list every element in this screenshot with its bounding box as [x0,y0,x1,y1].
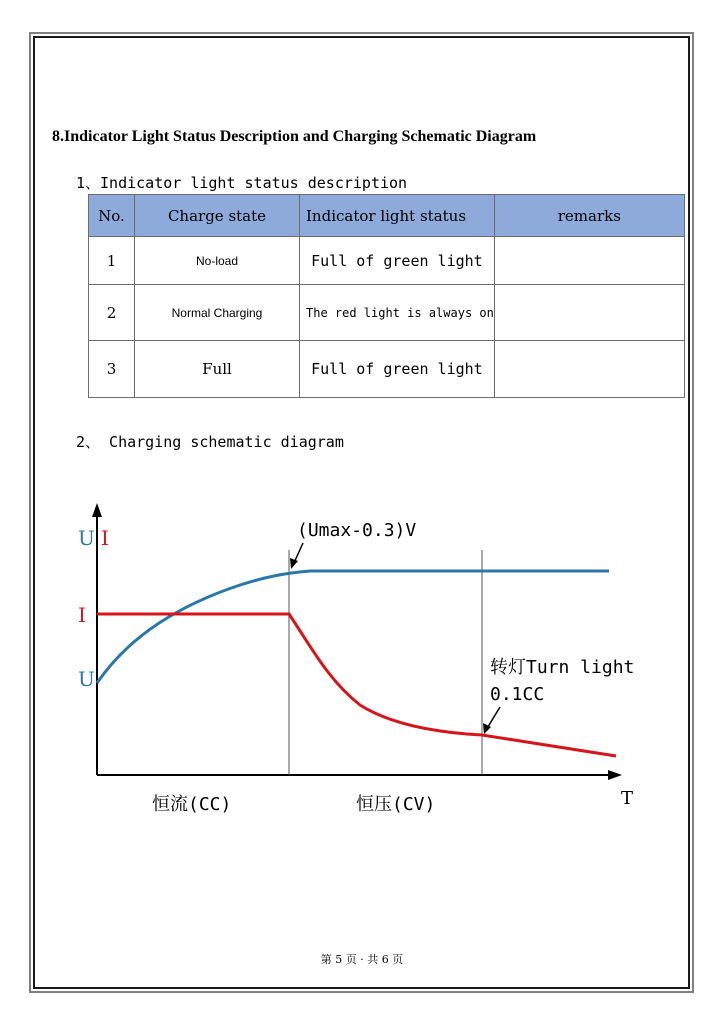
charging-schematic-diagram [60,495,660,825]
phase-cv-label: 恒压(CV) [356,794,436,815]
cell-charge-state: No-load [135,237,300,285]
section-title: 8.Indicator Light Status Description and Charging Schematic Diagram [52,128,537,145]
cell-no: 2 [89,285,135,341]
cell-remarks [494,285,684,341]
time-axis-arrow [608,770,622,780]
time-axis-label: T [621,788,634,809]
header-no: No. [89,195,135,237]
table-row [89,285,685,341]
header-indicator-status: Indicator light status [300,195,495,237]
cell-indicator-status: The red light is always on [300,285,495,341]
turn-light-value: 0.1CC [490,684,545,705]
axis-u-label: U [78,526,95,550]
header-charge-state: Charge state [135,195,300,237]
header-remarks: remarks [494,195,684,237]
turn-light-label: 转灯Turn light [490,657,635,678]
voltage-annotation-arrowhead [290,558,298,569]
cell-indicator-status: Full of green light [300,237,495,285]
indicator-status-table [88,194,685,398]
table-row [89,237,685,285]
cell-charge-state: Full [135,341,300,398]
table-header-row [89,195,685,237]
subsection-indicator-status: 1、Indicator light status description [76,174,408,192]
phase-cc-label: 恒流(CC) [152,794,232,815]
cell-indicator-status: Full of green light [300,341,495,398]
voltage-annotation: (Umax-0.3)V [297,520,417,541]
cell-charge-state: Normal Charging [135,285,300,341]
cell-remarks [494,341,684,398]
vertical-axis-arrow [92,503,102,517]
cell-remarks [494,237,684,285]
subsection-charging-diagram: 2、 Charging schematic diagram [76,433,344,451]
page-footer: 第 5 页 · 共 6 页 [320,953,404,966]
axis-i-label: I [101,526,109,550]
level-u-label: U [78,667,95,691]
table-row [89,341,685,398]
cell-no: 1 [89,237,135,285]
cell-no: 3 [89,341,135,398]
level-i-label: I [78,603,86,627]
